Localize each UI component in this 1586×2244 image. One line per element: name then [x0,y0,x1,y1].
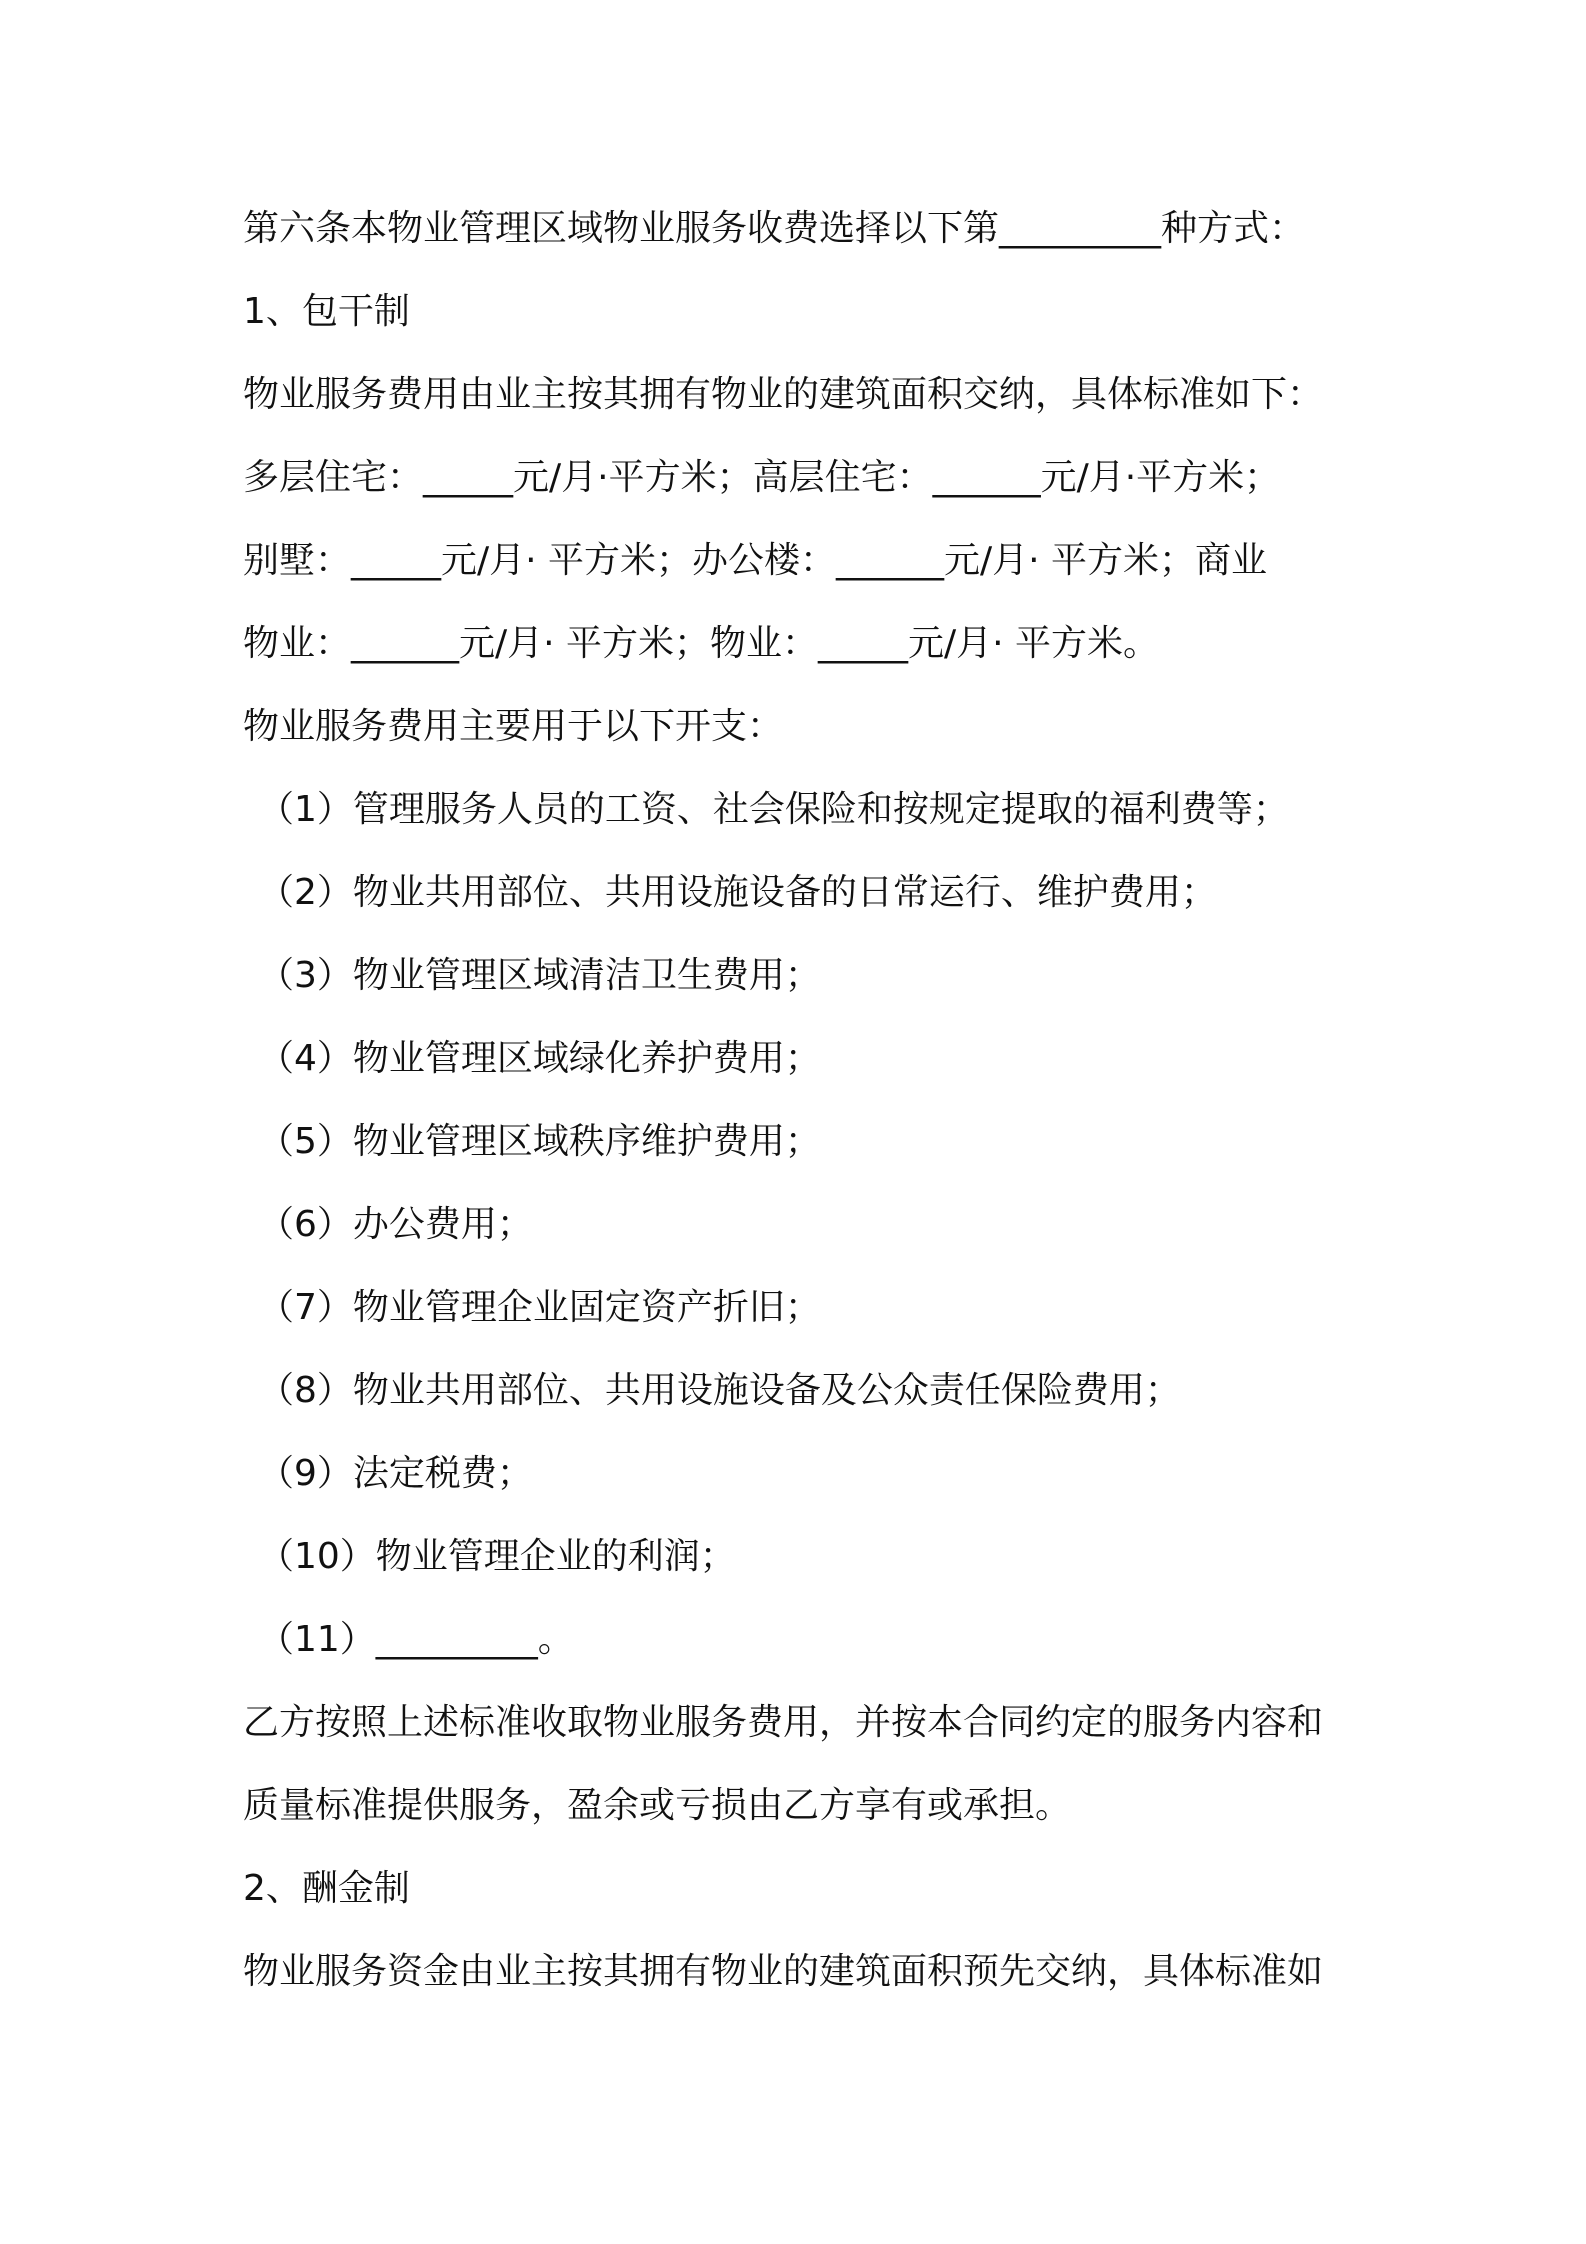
paragraph-party-b-line-2: 质量标准提供服务，盈余或亏损由乙方享有或承担。 [243,1785,1072,1826]
paragraph-commission-basis: 物业服务资金由业主按其拥有物业的建筑面积预先交纳，具体标准如 [243,1951,1324,1992]
paragraph-expenses-intro: 物业服务费用主要用于以下开支： [243,706,784,747]
list-item: （3）物业管理区域清洁卫生费用； [258,955,821,996]
list-item: （1）管理服务人员的工资、社会保险和按规定提取的福利费等； [258,789,1289,830]
paragraph-party-b-line-1: 乙方按照上述标准收取物业服务费用，并按本合同约定的服务内容和 [243,1702,1324,1743]
list-item: （5）物业管理区域秩序维护费用； [258,1121,821,1162]
list-item: （7）物业管理企业固定资产折旧； [258,1287,821,1328]
list-item: （10）物业管理企业的利润； [258,1536,736,1577]
list-item: （4）物业管理区域绿化养护费用； [258,1038,821,1079]
list-item: （2）物业共用部位、共用设施设备的日常运行、维护费用； [258,872,1217,913]
section-2-heading: 2、酬金制 [243,1868,410,1909]
article-six-heading: 第六条本物业管理区域物业服务收费选择以下第_________种方式： [243,208,1306,249]
list-item: （8）物业共用部位、共用设施设备及公众责任保险费用； [258,1370,1181,1411]
section-1-heading: 1、包干制 [243,291,410,332]
paragraph-fee-basis: 物业服务费用由业主按其拥有物业的建筑面积交纳，具体标准如下： [243,374,1324,415]
paragraph-rates-line-3: 物业：______元/月· 平方米；物业：_____元/月· 平方米。 [243,623,1160,664]
list-item: （11）_________。 [258,1619,574,1660]
list-item: （9）法定税费； [258,1453,533,1494]
paragraph-rates-line-2: 别墅：_____元/月· 平方米；办公楼：______元/月· 平方米；商业 [243,540,1268,581]
paragraph-rates-line-1: 多层住宅：_____元/月·平方米；高层住宅：______元/月·平方米； [243,457,1281,498]
list-item: （6）办公费用； [258,1204,533,1245]
